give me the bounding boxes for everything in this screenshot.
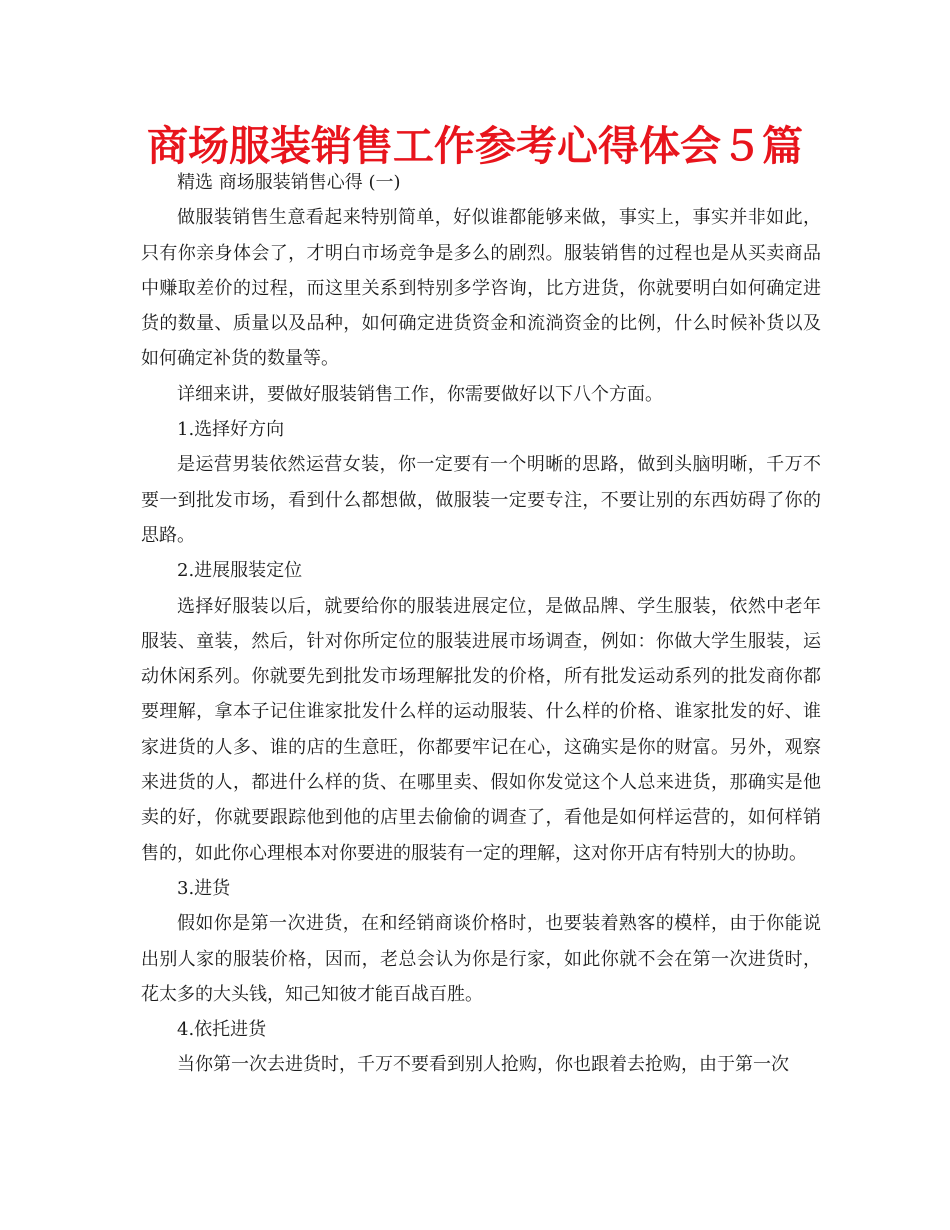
section-heading: 精选 商场服装销售心得 (一): [177, 172, 401, 193]
document-title: 商场服装销售工作参考心得体会５篇: [147, 122, 803, 170]
paragraph: 当你第一次去进货时，千万不要看到别人抢购，你也跟着去抢购，由于第一次: [177, 1054, 789, 1076]
paragraph: 详细来讲，要做好服装销售工作，你需要做好以下八个方面。: [177, 383, 663, 405]
paragraph: 选择好服装以后，就要给你的服装进展定位，是做品牌、学生服装，依然中老年服装、童装，然后，针对你所定位的服装进展市场调查，例如：你做大学生服装，运动休闲系列。你就要先到批发市场理解批发的价格，所有批发运动系列的批发商你都要理解，拿本子记住谁家批发什么样的运动服装、什么样的价格、谁家批发的好、谁家进货的人多、谁的店的生意旺，你都要牢记在心，这确实是你的财富。另外，观察来进货的人，都进什么样的货、在哪里卖、假如你发觉这个人总来进货，那确实是他卖的好，你就要跟踪他到他的店里去偷偷的调查了，看他是如何样运营的，如何样销售的，如此你心理根本对你要进的服装有一定的理解，这对你开店有特别大的协助。: [141, 595, 821, 864]
numbered-heading: 4.依托进货: [177, 1019, 267, 1041]
document-body: [141, 165, 821, 1083]
numbered-heading: 3.进货: [177, 877, 231, 899]
paragraph: 假如你是第一次进货，在和经销商谈价格时，也要装着熟客的模样，由于你能说出别人家的服装价格，因而，老总会认为你是行家，如此你就不会在第一次进货时，花太多的大头钱，知己知彼才能百战百胜。: [141, 913, 821, 1005]
numbered-heading: 1.选择好方向: [177, 419, 285, 441]
numbered-heading: 2.进展服装定位: [177, 560, 303, 582]
paragraph: 是运营男装依然运营女装，你一定要有一个明晰的思路，做到头脑明晰，千万不要一到批发市场，看到什么都想做，做服装一定要专注，不要让别的东西妨碍了你的思路。: [141, 454, 821, 546]
paragraph: 做服装销售生意看起来特别简单，好似谁都能够来做，事实上，事实并非如此，只有你亲身体会了，才明白市场竞争是多么的剧烈。服装销售的过程也是从买卖商品中赚取差价的过程，而这里关系到特别多学咨询，比方进货，你就要明白如何确定进货的数量、质量以及品种，如何确定进货资金和流淌资金的比例，什么时候补货以及如何确定补货的数量等。: [141, 207, 821, 370]
